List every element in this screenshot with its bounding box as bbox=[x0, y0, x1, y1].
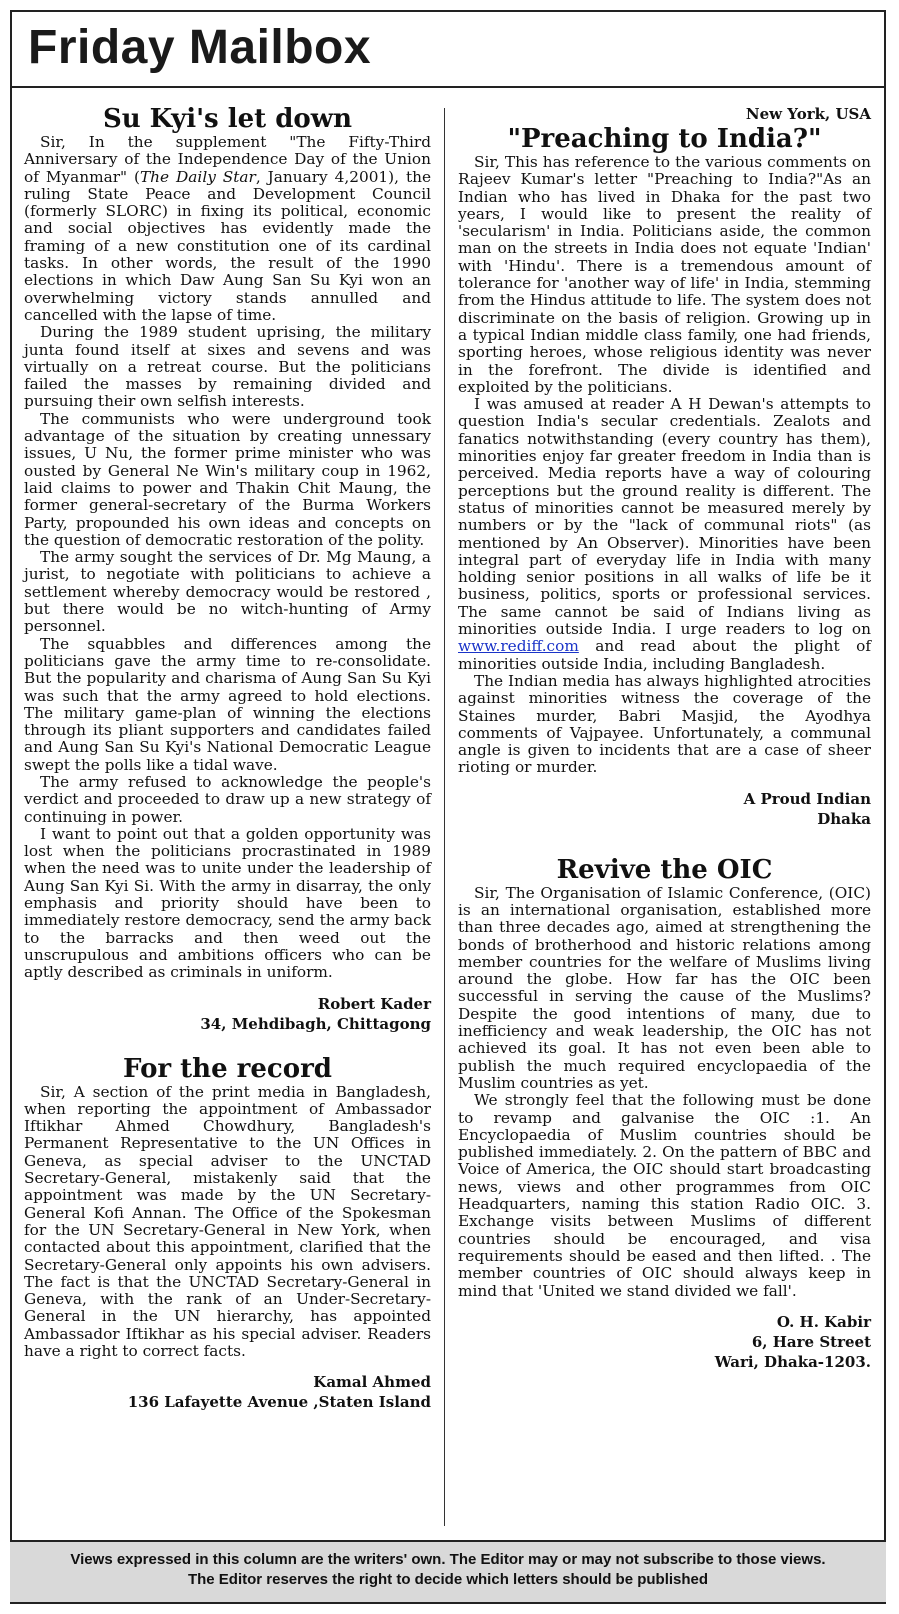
signature-name: Robert Kader bbox=[317, 994, 431, 1013]
letter-paragraph: The Indian media has always highlighted atrocities against minorities witness the coverage of the Staines murder, Babri Masjid, the Ayodhya comments of Vajpayee. Unfortunately, a communal angle is given to incidents that are a case of sheer rioting or murder. bbox=[458, 671, 871, 777]
signature-name: O. H. Kabir bbox=[776, 1312, 871, 1331]
signature-name: A Proud Indian bbox=[743, 789, 871, 808]
letter-paragraph: Sir, This has reference to the various comments on Rajeev Kumar's letter "Preaching to India?"As an Indian who has lived in Dhaka for the past two years, I would like to present the reality of 'secularism' in India. Politicians aside, the common man on the streets in India does not equate 'Indian' with 'Hindu'. There is a tremendous amount of tolerance for 'another way of life' in India, stemming from the Hindus attitude to life. The system does not discriminate on the basis of religion. Growing up in a typical Indian middle class family, one had friends, sporting heroes, whose religious identity was never in the forefront. The divide is identified and exploited by the politicians. bbox=[458, 153, 871, 396]
signature-address: 136 Lafayette Avenue ,Staten Island bbox=[127, 1393, 431, 1412]
letter-paragraph: I want to point out that a golden opportunity was lost when the politicians procrastinated in 1989 when the need was to unite under the leadership of Aung San Kyi Si. With the army in disarray, the only emphasis and priority should have been to immediately restore democracy, send the army back to the barracks and then weed out the unscrupulous and ambitions officers who can be aptly described as criminals in uniform. bbox=[24, 824, 431, 982]
letter-for-the-record bbox=[24, 1054, 431, 1413]
signature-name: Kamal Ahmed bbox=[313, 1373, 431, 1392]
letter-paragraph: Sir, The Organisation of Islamic Conference, (OIC) is an international organisation, established more than three decades ago, aimed at strengthening the bonds of brotherhood and historic relations among member countries for the welfare of Muslims living around the globe. How far has the OIC been successful in serving the cause of the Muslims? Despite the good intentions of many, due to inefficiency and weak leadership, the OIC has not achieved its goal. It has not even been able to publish the much required encyclopaedia of the Muslim countries as yet. bbox=[458, 883, 871, 1092]
letter-paragraph: The army sought the services of Dr. Mg Maung, a jurist, to negotiate with politicians to achieve a settlement whereby democracy would be restored , but there would be no witch-hunting of Army personnel. bbox=[24, 548, 431, 636]
masthead bbox=[10, 10, 886, 88]
letter-su-kyi bbox=[24, 104, 431, 1034]
signature-location: New York, USA bbox=[745, 105, 871, 123]
letter-heading: Su Kyi's let down bbox=[102, 104, 353, 134]
letter-revive-the-oic bbox=[458, 855, 871, 1372]
letter-paragraph: The army refused to acknowledge the people's verdict and proceeded to draw up a new strategy of continuing in power. bbox=[24, 772, 431, 826]
disclaimer-line: Views expressed in this column are the writers' own. The Editor may or may not subscribe to those views. bbox=[70, 1551, 826, 1568]
letter-heading: Revive the OIC bbox=[556, 854, 773, 885]
disclaimer-line: The Editor reserves the right to decide which letters should be published bbox=[187, 1571, 709, 1588]
signature-address: Dhaka bbox=[817, 809, 871, 828]
letter-paragraph: I was amused at reader A H Dewan's attempts to question India's secular credentials. Zealots and fanatics notwithstanding (every country has them), minorities enjoy far greater freedom in India than is perceived. Media reports have a way of colouring perceptions but the ground reality is different. The status of minorities cannot be measured merely by numbers or by the "lack of communal riots" (as mentioned by An Observer). Minorities have been integral part of everyday life in India with many holding senior positions in all walks of life be it business, politics, sports or professional services. The same cannot be said of Indians living as minorities outside India. I urge readers to log on www.rediff.com and read about the plight of minorities outside India, including Bangladesh. bbox=[458, 395, 871, 673]
signature-address: 6, Hare Street bbox=[751, 1332, 871, 1351]
letter-preaching-to-india bbox=[458, 124, 871, 829]
letter-paragraph: The squabbles and differences among the politicians gave the army time to re-consolidate. But the popularity and charisma of Aung San Su Kyi was such that the army agreed to hold elections. The military game-plan of winning the elections through its pliant supporters and candidates failed and Aung San Su Kyi's National Democratic League swept the polls like a tidal wave. bbox=[24, 634, 431, 774]
left-column bbox=[24, 104, 431, 1412]
column-divider bbox=[444, 108, 445, 1526]
signature-address: Wari, Dhaka-1203. bbox=[714, 1352, 871, 1371]
letter-paragraph: During the 1989 student uprising, the military junta found itself at sixes and sevens and was virtually on a retreat course. But the politicians failed the masses by remaining divided and pursuing their own selfish interests. bbox=[24, 323, 431, 411]
letter-paragraph: We strongly feel that the following must be done to revamp and galvanise the OIC :1. An Encyclopaedia of Muslim countries should be published immediately. 2. On the pattern of BBC and Voice of America, the OIC should start broadcasting news, views and other programmes from OIC Headquarters, naming this station Radio OIC. 3. Exchange visits between Muslims of different countries should be encouraged, and visa requirements should be eased and then lifted. . The member countries of OIC should always keep in mind that 'United we stand divided we fall'. bbox=[458, 1091, 871, 1300]
publication-name: The Daily Star bbox=[139, 167, 256, 186]
letter-heading: For the record bbox=[123, 1053, 332, 1084]
letter-paragraph: Sir, A section of the print media in Bangladesh, when reporting the appointment of Ambassador Iftikhar Ahmed Chowdhury, Bangladesh's Permanent Representative to the UN Offices in Geneva, as special adviser to the UNCTAD Secretary-General, mistakenly said that the appointment was made by the UN Secretary-General Kofi Annan. The Office of the Spokesman for the UN Secretary-General in New York, when contacted about this appointment, clarified that the Secretary-General only appoints his own advisers. The fact is that the UNCTAD Secretary-General in Geneva, with the rank of an Under-Secretary-General in the UN hierarchy, has appointed Ambassador Iftikhar as his special adviser. Readers have a right to correct facts. bbox=[24, 1082, 431, 1360]
letter-paragraph: The communists who were underground took advantage of the situation by creating unnessary issues, U Nu, the former prime minister who was ousted by General Ne Win's military coup in 1962, laid claims to power and Thakin Chit Maung, the former general-secretary of the Burma Workers Party, propounded his own ideas and concepts on the question of democratic restoration of the polity. bbox=[24, 409, 431, 549]
letter-heading: "Preaching to India?" bbox=[507, 124, 822, 154]
rediff-link[interactable]: www.rediff.com bbox=[458, 637, 579, 656]
signature-address: 34, Mehdibagh, Chittagong bbox=[200, 1014, 431, 1033]
letter-paragraph: Sir, In the supplement "The Fifty-Third Anniversary of the Independence Day of the Union of Myanmar" (The Daily Star, January 4,2001), the ruling State Peace and Development Council (formerly SLORC) in fixing its political, economic and social objectives has evidently made the framing of a new constitution one of its cardinal tasks. In other words, the result of the 1990 elections in which Daw Aung San Su Kyi won an overwhelming victory stands annulled and cancelled with the lapse of time. bbox=[24, 133, 431, 324]
section-title: Friday Mailbox bbox=[28, 21, 372, 74]
right-column bbox=[458, 104, 871, 1372]
disclaimer-footer bbox=[10, 1540, 886, 1602]
